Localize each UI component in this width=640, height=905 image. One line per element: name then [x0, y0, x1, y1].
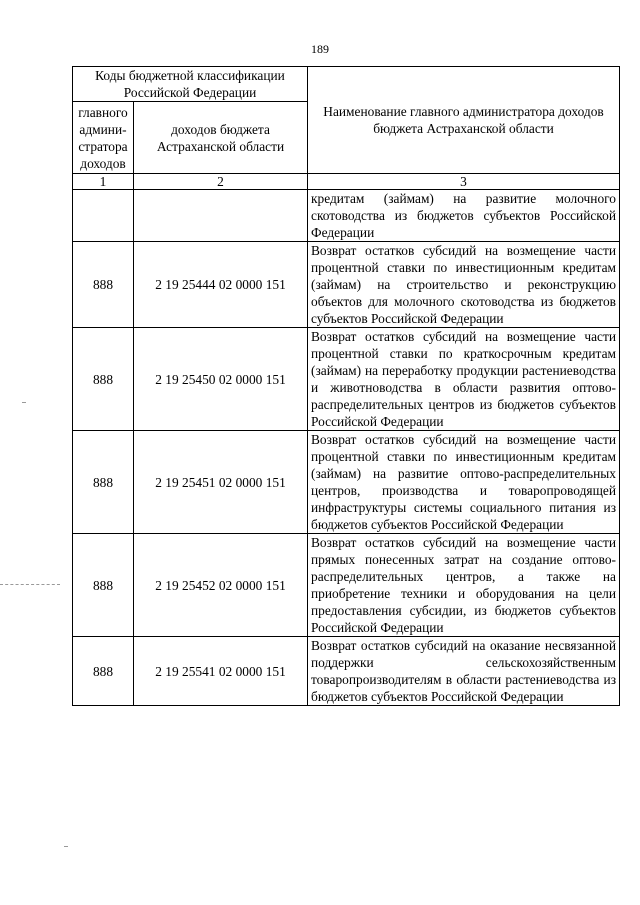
table-row — [73, 431, 620, 534]
admin-code-cell: 888 — [73, 242, 134, 328]
table-row — [73, 242, 620, 328]
column-number: 1 — [73, 174, 134, 190]
table-row — [73, 534, 620, 637]
description-cell: Возврат остатков субсидий на возмещение части процентной ставки по инвестиционным кредитам (займам) на строительство и реконструкцию объектов для молочного скотоводства из бюджетов субъектов Российской Федерации — [308, 242, 620, 328]
budget-classification-table — [72, 66, 620, 706]
admin-code-cell — [73, 190, 134, 242]
table-row — [73, 190, 620, 242]
description-cell: Возврат остатков субсидий на возмещение части процентной ставки по инвестиционным кредитам (займам) на развитие оптово-распределительных центров, производства и товаропроводящей инфраструктуры системы социального питания из бюджетов субъектов Российской Федерации — [308, 431, 620, 534]
scan-artifact-line — [64, 846, 68, 847]
revenue-code-cell: 2 19 25541 02 0000 151 — [134, 637, 308, 706]
description-cell: Возврат остатков субсидий на возмещение части процентной ставки по краткосрочным кредитам (займам) на переработку продукции растениеводства и животноводства в области развития оптово-распределительных центров из бюджетов субъектов Российской Федерации — [308, 328, 620, 431]
page-number: 189 — [311, 42, 329, 56]
revenue-code-cell — [134, 190, 308, 242]
admin-code-cell: 888 — [73, 637, 134, 706]
column-number: 3 — [308, 174, 620, 190]
description-cell: Возврат остатков субсидий на оказание несвязанной поддержки сельскохозяйственным товаропроизводителям в области растениеводства из бюджетов субъектов Российской Федерации — [308, 637, 620, 706]
admin-code-cell: 888 — [73, 431, 134, 534]
scan-artifact-line — [0, 584, 60, 585]
revenue-code-cell: 2 19 25451 02 0000 151 — [134, 431, 308, 534]
header-budget-codes-group: Коды бюджетной классификации Российской Федерации — [73, 67, 308, 102]
table-header — [73, 67, 620, 190]
description-cell: Возврат остатков субсидий на возмещение части прямых понесенных затрат на создание оптово-распределительных центров, а также на приобретение техники и оборудования на цели предоставления субсидии, из бюджетов субъектов Российской Федерации — [308, 534, 620, 637]
table-body — [73, 190, 620, 706]
column-numbers-row — [73, 174, 620, 190]
header-regional-revenue: доходов бюджета Астраханской области — [134, 102, 308, 174]
revenue-code-cell: 2 19 25452 02 0000 151 — [134, 534, 308, 637]
admin-code-cell: 888 — [73, 328, 134, 431]
description-cell: кредитам (займам) на развитие молочного скотоводства из бюджетов субъектов Российской Федерации — [308, 190, 620, 242]
table-row — [73, 328, 620, 431]
column-number: 2 — [134, 174, 308, 190]
scan-artifact-line — [22, 402, 26, 403]
header-administrator-name: Наименование главного администратора доходов бюджета Астраханской области — [308, 67, 620, 174]
revenue-code-cell: 2 19 25444 02 0000 151 — [134, 242, 308, 328]
admin-code-cell: 888 — [73, 534, 134, 637]
table-row — [73, 637, 620, 706]
header-main-administrator: главного админи-стратора доходов — [73, 102, 134, 174]
revenue-code-cell: 2 19 25450 02 0000 151 — [134, 328, 308, 431]
